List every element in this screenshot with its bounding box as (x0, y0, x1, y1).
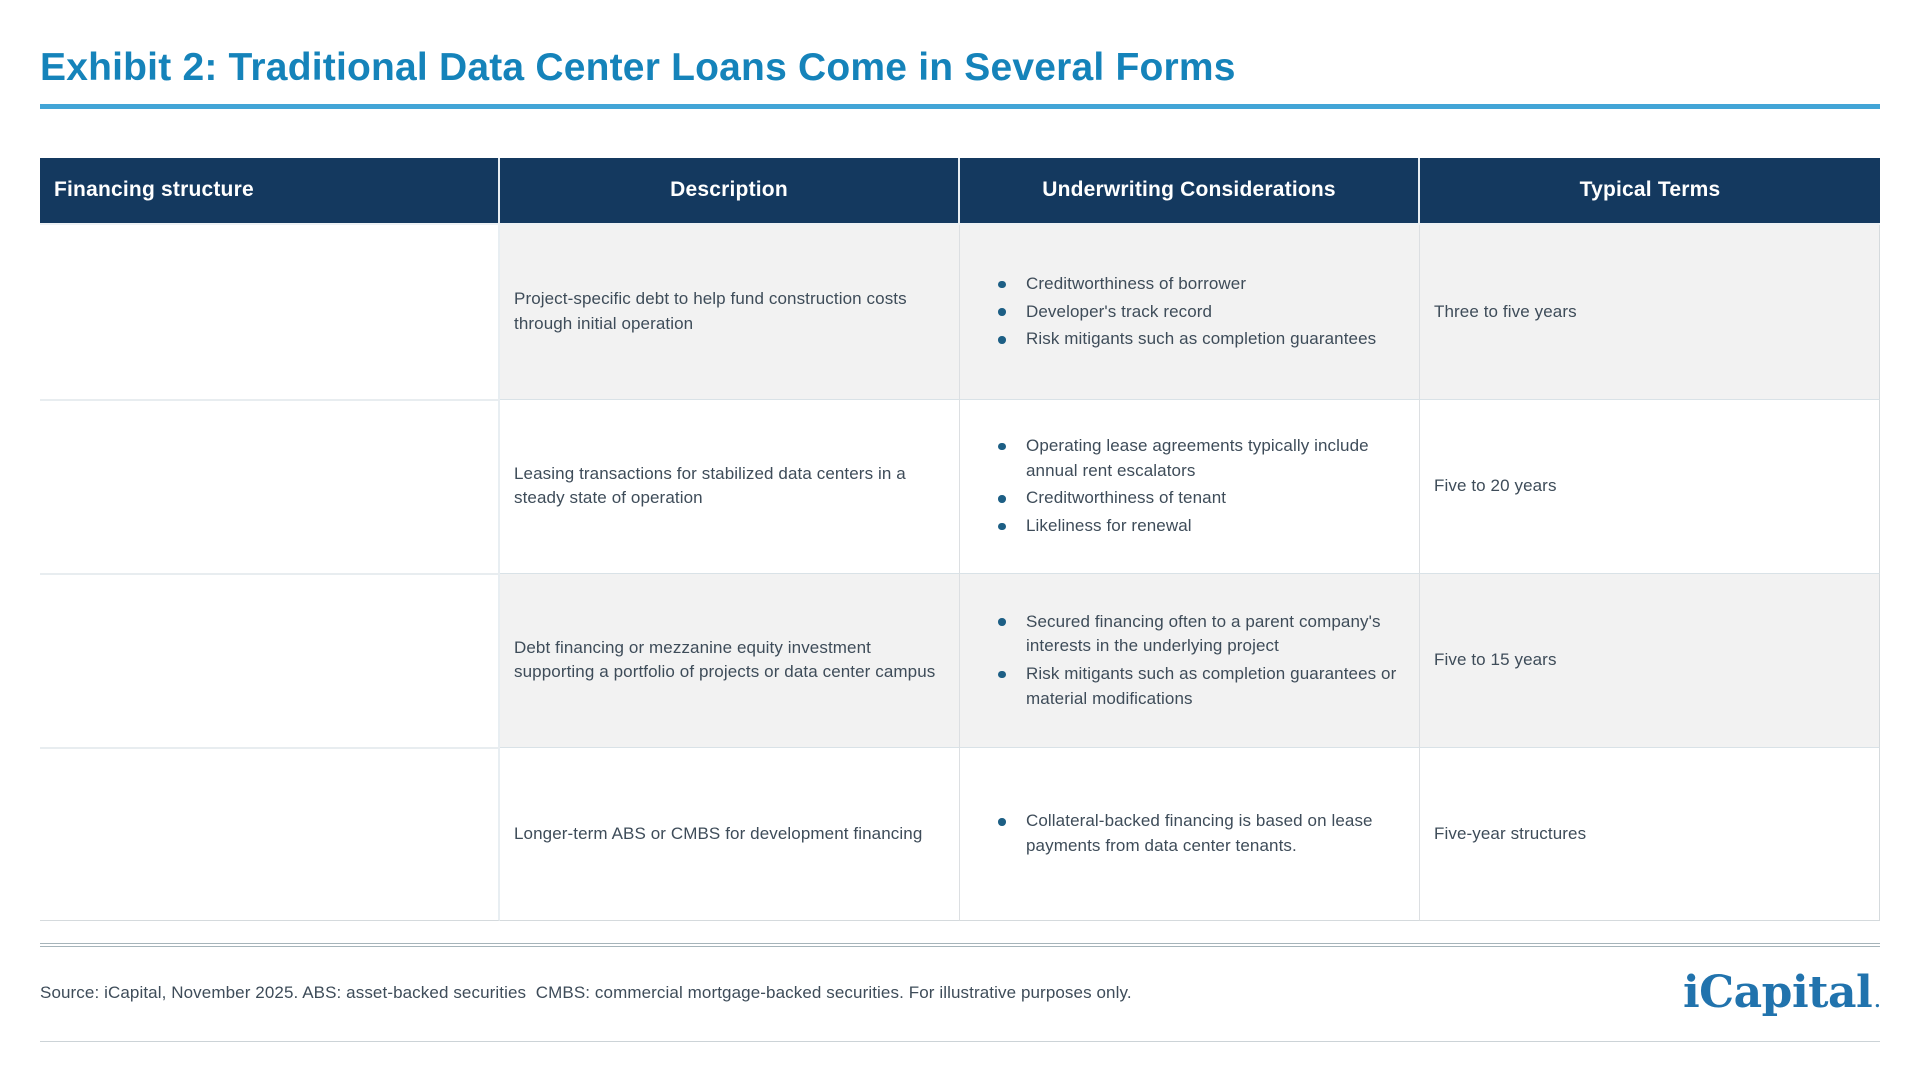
icapital-logo-text: iCapital (1682, 966, 1873, 1018)
underwriting-bullet: Operating lease agreements typically include annual rent escalators (986, 434, 1399, 483)
underwriting-bullet-list (986, 431, 1399, 542)
underwriting-bullet: Developer's track record (986, 300, 1376, 325)
underwriting-bullet: Creditworthiness of tenant (986, 486, 1399, 511)
description-cell (500, 399, 960, 573)
typical-terms-text: Five to 15 years (1434, 650, 1557, 670)
description-text: Debt financing or mezzanine equity investment supporting a portfolio of projects or data center campus (514, 637, 936, 682)
underwriting-bullet-list (986, 269, 1376, 355)
financing-structure-label: Holding Company Financing (54, 671, 358, 697)
financing-structure-label: Warehouse/ (54, 623, 180, 649)
financing-structure-label: Construction Loans (54, 298, 266, 324)
typical-terms-text: Five to 20 years (1434, 476, 1557, 496)
description-cell (500, 747, 960, 921)
financing-structure-cell (40, 225, 500, 399)
icapital-logo-mark: . (1874, 990, 1880, 1012)
financing-table (40, 158, 1880, 921)
financing-structure-cell (40, 399, 500, 573)
typical-terms-cell (1420, 747, 1880, 921)
underwriting-bullet-list (986, 806, 1399, 861)
underwriting-cell (960, 399, 1420, 573)
typical-terms-cell (1420, 573, 1880, 747)
typical-terms-cell (1420, 225, 1880, 399)
column-header-underwriting-considerations: Underwriting Considerations (960, 158, 1420, 225)
financing-structure-cell (40, 747, 500, 921)
underwriting-bullet-list (986, 607, 1399, 715)
description-cell (500, 225, 960, 399)
footer-divider (40, 943, 1880, 947)
column-header-typical-terms: Typical Terms (1420, 158, 1880, 225)
typical-terms-cell (1420, 399, 1880, 573)
title-underline (40, 104, 1880, 109)
underwriting-bullet: Secured financing often to a parent company's interests in the underlying project (986, 610, 1399, 659)
table-row (40, 399, 1880, 573)
table-row (40, 747, 1880, 921)
column-header-financing-structure: Financing structure (40, 158, 500, 225)
underwriting-bullet: Collateral-backed financing is based on lease payments from data center tenants. (986, 809, 1399, 858)
footer (40, 955, 1880, 1031)
column-header-description: Description (500, 158, 960, 225)
table-header-row (40, 158, 1880, 225)
table-row (40, 573, 1880, 747)
underwriting-cell (960, 747, 1420, 921)
underwriting-cell (960, 573, 1420, 747)
description-text: Longer-term ABS or CMBS for development financing (514, 823, 923, 843)
icapital-logo (1682, 966, 1880, 1018)
source-note: Source: iCapital, November 2025. ABS: asset-backed securities CMBS: commercial mortgage-backed securities. For illustrative purposes only. (40, 982, 1132, 1002)
description-text: Leasing transactions for stabilized data centers in a steady state of operation (514, 463, 906, 508)
underwriting-bullet: Risk mitigants such as completion guarantees (986, 327, 1376, 352)
bottom-divider (40, 1041, 1880, 1042)
exhibit-title: Exhibit 2: Traditional Data Center Loans Come in Several Forms (40, 46, 1236, 89)
financing-structure-label: Real Estate Leases (REITs) (54, 473, 341, 499)
financing-structure-cell (40, 573, 500, 747)
underwriting-bullet: Creditworthiness of borrower (986, 272, 1376, 297)
table-row (40, 225, 1880, 399)
description-cell (500, 573, 960, 747)
underwriting-bullet: Risk mitigants such as completion guarantees or material modifications (986, 662, 1399, 711)
description-text: Project-specific debt to help fund construction costs through initial operation (514, 289, 907, 333)
underwriting-bullet: Likeliness for renewal (986, 514, 1399, 539)
financing-structure-label: Securitized Credit Issuance (54, 821, 347, 847)
typical-terms-text: Five-year structures (1434, 823, 1587, 843)
typical-terms-text: Three to five years (1434, 301, 1577, 321)
table-body (40, 225, 1880, 921)
underwriting-cell (960, 225, 1420, 399)
